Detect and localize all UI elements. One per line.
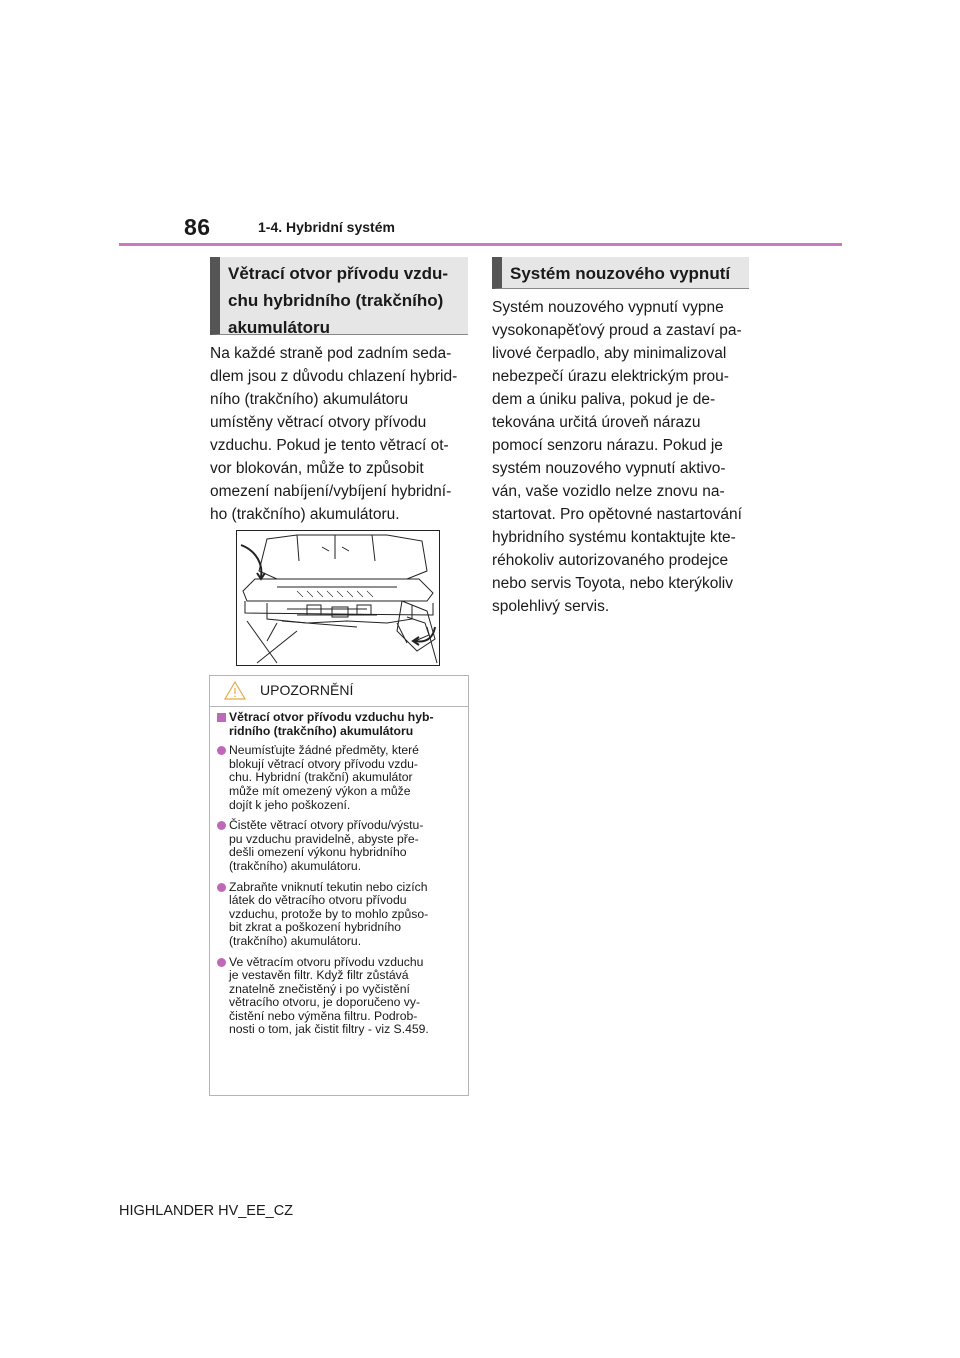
paragraph-line: dem a úniku paliva, pokud je de- (492, 391, 716, 408)
paragraph-line: réhokoliv autorizovaného prodejce (492, 552, 729, 569)
circle-bullet-icon (217, 958, 226, 967)
paragraph-line: livové čerpadlo, aby minimalizoval (492, 345, 727, 362)
emergency-shutoff-heading (492, 257, 749, 289)
warning-line: látek do větracího otvoru přívodu (229, 893, 407, 908)
warning-line: vzduchu, protože by to mohlo způso- (229, 906, 429, 921)
paragraph-line: hybridního systému kontaktujte kte- (492, 529, 736, 546)
vent-heading-line: akumulátoru (228, 318, 331, 337)
footer-model: HIGHLANDER HV_EE_CZ (119, 1203, 294, 1219)
warning-box (209, 675, 469, 1096)
warning-line: může mít omezený výkon a může (229, 783, 411, 798)
vent-heading-line: chu hybridního (trakčního) (228, 291, 444, 310)
warning-triangle-icon (224, 681, 246, 705)
paragraph-line: ho (trakčního) akumulátoru. (210, 506, 400, 523)
warning-line: chu. Hybridní (trakční) akumulátor (229, 770, 413, 785)
warning-item (217, 819, 463, 873)
paragraph-line: tekována určitá úroveň nárazu (492, 414, 701, 431)
warning-item (217, 956, 463, 1038)
paragraph-line: spolehlivý servis. (492, 598, 610, 615)
subheading-line: ridního (trakčního) akumulátoru (229, 723, 414, 738)
paragraph-line: nebo servis Toyota, nebo kterýkoliv (492, 575, 733, 592)
warning-line: (trakčního) akumulátoru. (229, 858, 362, 873)
rear-seat-vent-illustration (236, 530, 440, 666)
circle-bullet-icon (217, 746, 226, 755)
warning-line: větracího otvoru, je doporučeno vy- (229, 995, 421, 1010)
vent-heading (210, 257, 468, 335)
warning-line: (trakčního) akumulátoru. (229, 933, 362, 948)
emergency-shutoff-paragraph (492, 296, 754, 618)
paragraph-line: nebezpečí úrazu elektrickým prou- (492, 368, 729, 385)
paragraph-line: ván, vaše vozidlo nelze znovu na- (492, 483, 725, 500)
circle-bullet-icon (217, 883, 226, 892)
warning-line: dojít k jeho poškození. (229, 797, 351, 812)
warning-line: pu vzduchu pravidelně, abyste pře- (229, 831, 419, 846)
paragraph-line: vysokonapěťový proud a zastaví pa- (492, 322, 742, 339)
warning-line: Neumísťujte žádné předměty, které (229, 743, 419, 758)
warning-line: nosti o tom, jak čistit filtry - viz S.459. (229, 1022, 429, 1037)
warning-subheading (217, 711, 463, 738)
vent-paragraph (210, 342, 472, 526)
warning-line: Ve větracím otvoru přívodu vzduchu (229, 954, 424, 969)
warning-line: čistění nebo výměna filtru. Podrob- (229, 1008, 418, 1023)
header-divider (119, 243, 842, 246)
paragraph-line: omezení nabíjení/vybíjení hybridní- (210, 483, 452, 500)
paragraph-line: vzduchu. Pokud je tento větrací ot- (210, 437, 449, 454)
warning-body (210, 707, 468, 1037)
paragraph-line: Na každé straně pod zadním seda- (210, 345, 452, 362)
warning-line: Zabraňte vniknutí tekutin nebo cizích (229, 879, 428, 894)
paragraph-line: ního (trakčního) akumulátoru (210, 391, 409, 408)
circle-bullet-icon (217, 821, 226, 830)
warning-line: je vestavěn filtr. Když filtr zůstává (229, 968, 409, 983)
warning-title: UPOZORNĚNÍ (260, 682, 354, 698)
paragraph-line: Systém nouzového vypnutí vypne (492, 299, 724, 316)
warning-item (217, 881, 463, 949)
vent-heading-line: Větrací otvor přívodu vzdu- (228, 264, 449, 283)
paragraph-line: dlem jsou z důvodu chlazení hybrid- (210, 368, 458, 385)
warning-line: Čistěte větrací otvory přívodu/výstu- (229, 818, 424, 833)
page-number: 86 (184, 214, 211, 240)
warning-line: znatelně znečistěný i po vyčistění (229, 981, 410, 996)
warning-line: blokují větrací otvory přívodu vzdu- (229, 756, 418, 771)
paragraph-line: startovat. Pro opětovné nastartování (492, 506, 742, 523)
warning-header (210, 676, 468, 707)
section-title: 1-4. Hybridní systém (258, 219, 395, 235)
paragraph-line: systém nouzového vypnutí aktivo- (492, 460, 726, 477)
warning-item (217, 744, 463, 812)
subheading-line: Větrací otvor přívodu vzduchu hyb- (229, 710, 434, 724)
paragraph-line: pomocí senzoru nárazu. Pokud je (492, 437, 723, 454)
warning-line: dešli omezení výkonu hybridního (229, 845, 407, 860)
paragraph-line: umístěny větrací otvory přívodu (210, 414, 427, 431)
square-bullet-icon (217, 713, 226, 722)
heading-text: Systém nouzového vypnutí (510, 264, 731, 283)
paragraph-line: vor blokován, může to způsobit (210, 460, 424, 477)
warning-line: bit zkrat a poškození hybridního (229, 920, 402, 935)
